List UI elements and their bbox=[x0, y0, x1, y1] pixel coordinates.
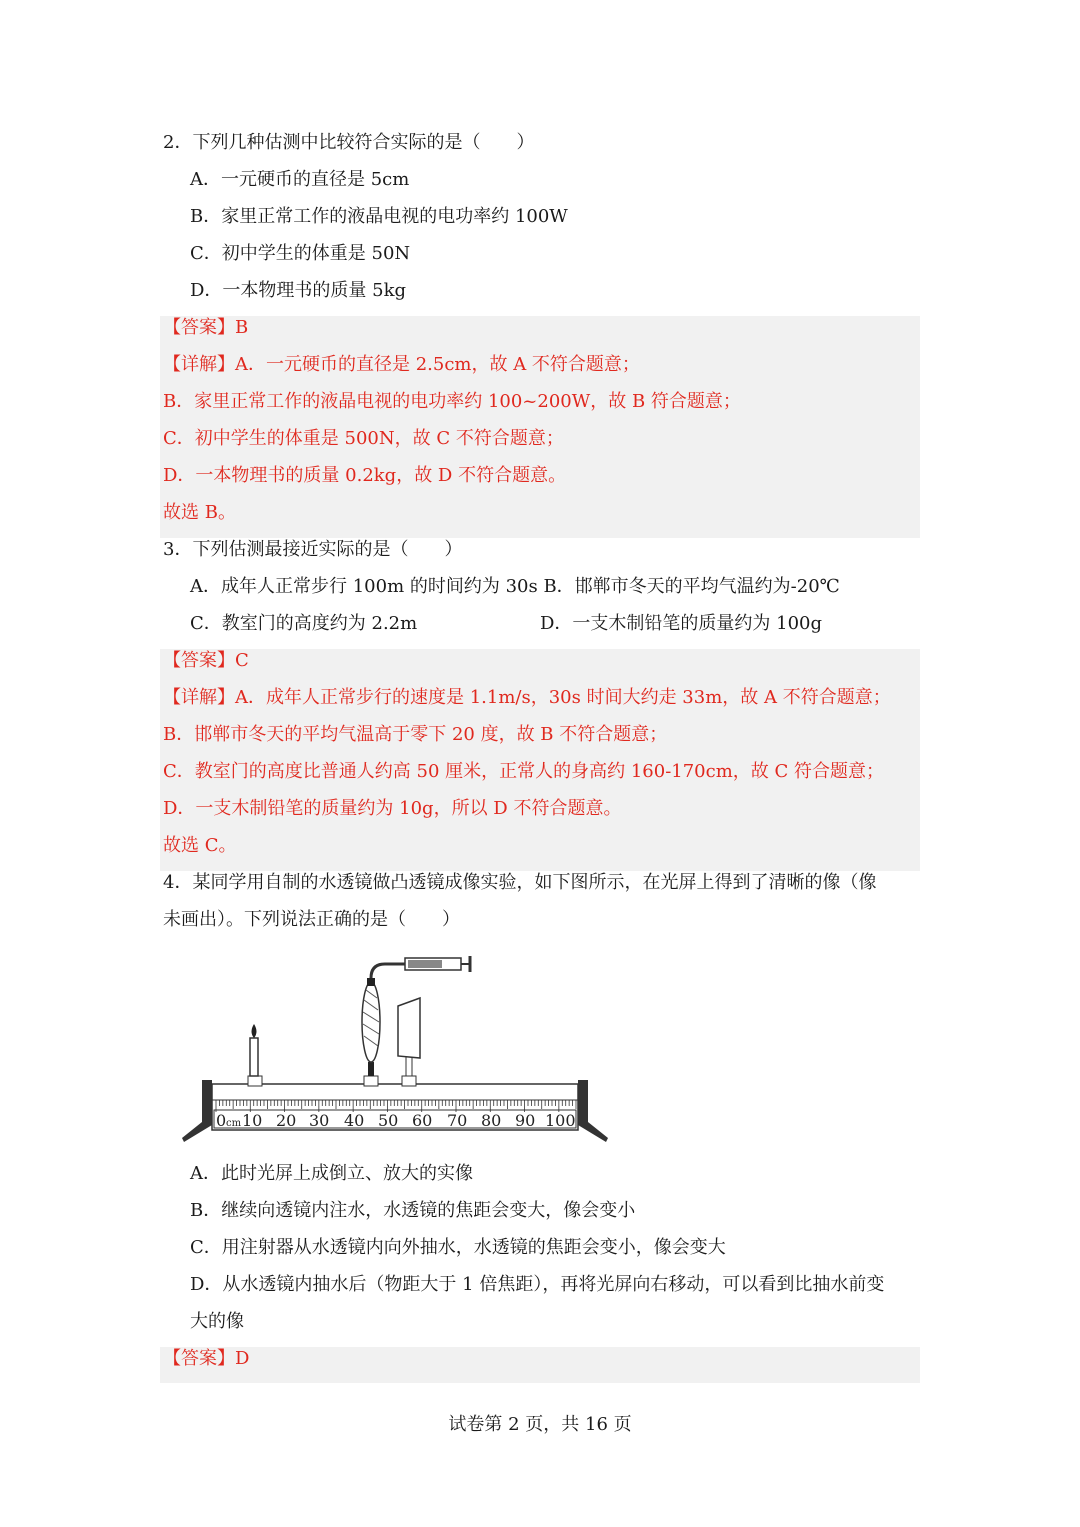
question-4-stem-line-2: 未画出）。下列说法正确的是（ ） bbox=[163, 909, 460, 930]
question-2-option-d: D．一本物理书的质量 5kg bbox=[190, 280, 407, 301]
question-3-conclusion: 故选 C。 bbox=[163, 835, 237, 856]
answer-tag: 【答案】 bbox=[163, 650, 235, 671]
question-2-detail-1 bbox=[163, 353, 640, 377]
page-footer: 试卷第 2 页，共 16 页 bbox=[448, 1414, 632, 1435]
question-2-option-b: B．家里正常工作的液晶电视的电功率约 100W bbox=[190, 206, 568, 227]
question-4-option-a: A．此时光屏上成倒立、放大的实像 bbox=[190, 1163, 473, 1184]
question-2-stem: 2．下列几种估测中比较符合实际的是（ ） bbox=[163, 132, 535, 153]
question-2-detail-4: D．一本物理书的质量 0.2kg，故 D 不符合题意。 bbox=[163, 465, 567, 486]
question-4-option-b: B．继续向透镜内注水，水透镜的焦距会变大，像会变小 bbox=[190, 1200, 636, 1221]
question-2-option-c: C．初中学生的体重是 50N bbox=[190, 243, 411, 264]
question-3-options-ab: A．成年人正常步行 100m 的时间约为 30s B．邯郸市冬天的平均气温约为-20℃ bbox=[190, 576, 840, 597]
detail-text: A．一元硬币的直径是 2.5cm，故 A 不符合题意； bbox=[235, 354, 640, 375]
question-3-option-d: D．一支木制铅笔的质量约为 100g bbox=[540, 613, 823, 634]
question-3-option-c: C．教室门的高度约为 2.2m bbox=[190, 613, 418, 634]
question-3-answer bbox=[163, 649, 249, 673]
ruler-label-10: 10 bbox=[242, 1111, 263, 1130]
ruler-label-cm: cm bbox=[226, 1118, 242, 1129]
question-4-option-d: D．从水透镜内抽水后（物距大于 1 倍焦距），再将光屏向右移动，可以看到比抽水前变 bbox=[190, 1274, 885, 1295]
detail-tag: 【详解】 bbox=[163, 354, 235, 375]
question-4-option-c: C．用注射器从水透镜内向外抽水，水透镜的焦距会变小，像会变大 bbox=[190, 1237, 726, 1258]
ruler-label-90: 90 bbox=[515, 1111, 536, 1130]
ruler-label-20: 20 bbox=[276, 1111, 297, 1130]
answer-block-q4 bbox=[160, 1347, 920, 1383]
detail-text: A．成年人正常步行的速度是 1.1m/s，30s 时间大约走 33m，故 A 不符合题意； bbox=[235, 687, 891, 708]
question-2-conclusion: 故选 B。 bbox=[163, 502, 236, 523]
light-screen bbox=[398, 998, 420, 1086]
answer-tag: 【答案】 bbox=[163, 317, 235, 338]
answer-value: D bbox=[235, 1348, 250, 1369]
question-2-option-a: A．一元硬币的直径是 5cm bbox=[190, 169, 410, 190]
ruler-label-40: 40 bbox=[344, 1111, 365, 1130]
question-2-answer bbox=[163, 316, 248, 340]
question-4-answer bbox=[163, 1347, 249, 1371]
ruler-label-100: 100 bbox=[545, 1111, 576, 1130]
question-2-detail-2: B．家里正常工作的液晶电视的电功率约 100~200W，故 B 符合题意； bbox=[163, 391, 741, 412]
question-3-detail-2: B．邯郸市冬天的平均气温高于零下 20 度，故 B 不符合题意； bbox=[163, 724, 668, 745]
left-stand bbox=[182, 1080, 212, 1142]
ruler-label-80: 80 bbox=[481, 1111, 502, 1130]
question-3-detail-4: D．一支木制铅笔的质量约为 10g，所以 D 不符合题意。 bbox=[163, 798, 622, 819]
question-3-detail-1 bbox=[163, 686, 891, 710]
answer-value: B bbox=[235, 317, 249, 338]
ruler-label-70: 70 bbox=[447, 1111, 468, 1130]
answer-value: C bbox=[235, 650, 249, 671]
syringe bbox=[371, 956, 470, 978]
detail-tag: 【详解】 bbox=[163, 687, 235, 708]
answer-tag: 【答案】 bbox=[163, 1348, 235, 1369]
ruler-label-30: 30 bbox=[309, 1111, 330, 1130]
water-lens bbox=[362, 978, 380, 1086]
right-stand bbox=[578, 1080, 608, 1142]
question-2-detail-3: C．初中学生的体重是 500N，故 C 不符合题意； bbox=[163, 428, 564, 449]
question-4-option-d-cont: 大的像 bbox=[190, 1311, 244, 1332]
ruler-label-50: 50 bbox=[378, 1111, 399, 1130]
question-3-detail-3: C．教室门的高度比普通人约高 50 厘米，正常人的身高约 160-170cm，故 C 符合题意； bbox=[163, 761, 884, 782]
candle bbox=[248, 1024, 262, 1086]
ruler-label-60: 60 bbox=[412, 1111, 433, 1130]
optical-bench-figure bbox=[180, 950, 620, 1150]
ruler-label-0: 0 bbox=[216, 1111, 227, 1130]
question-4-stem-line-1: 4．某同学用自制的水透镜做凸透镜成像实验，如下图所示，在光屏上得到了清晰的像（像 bbox=[163, 872, 877, 893]
question-3-stem: 3．下列估测最接近实际的是（ ） bbox=[163, 539, 463, 560]
